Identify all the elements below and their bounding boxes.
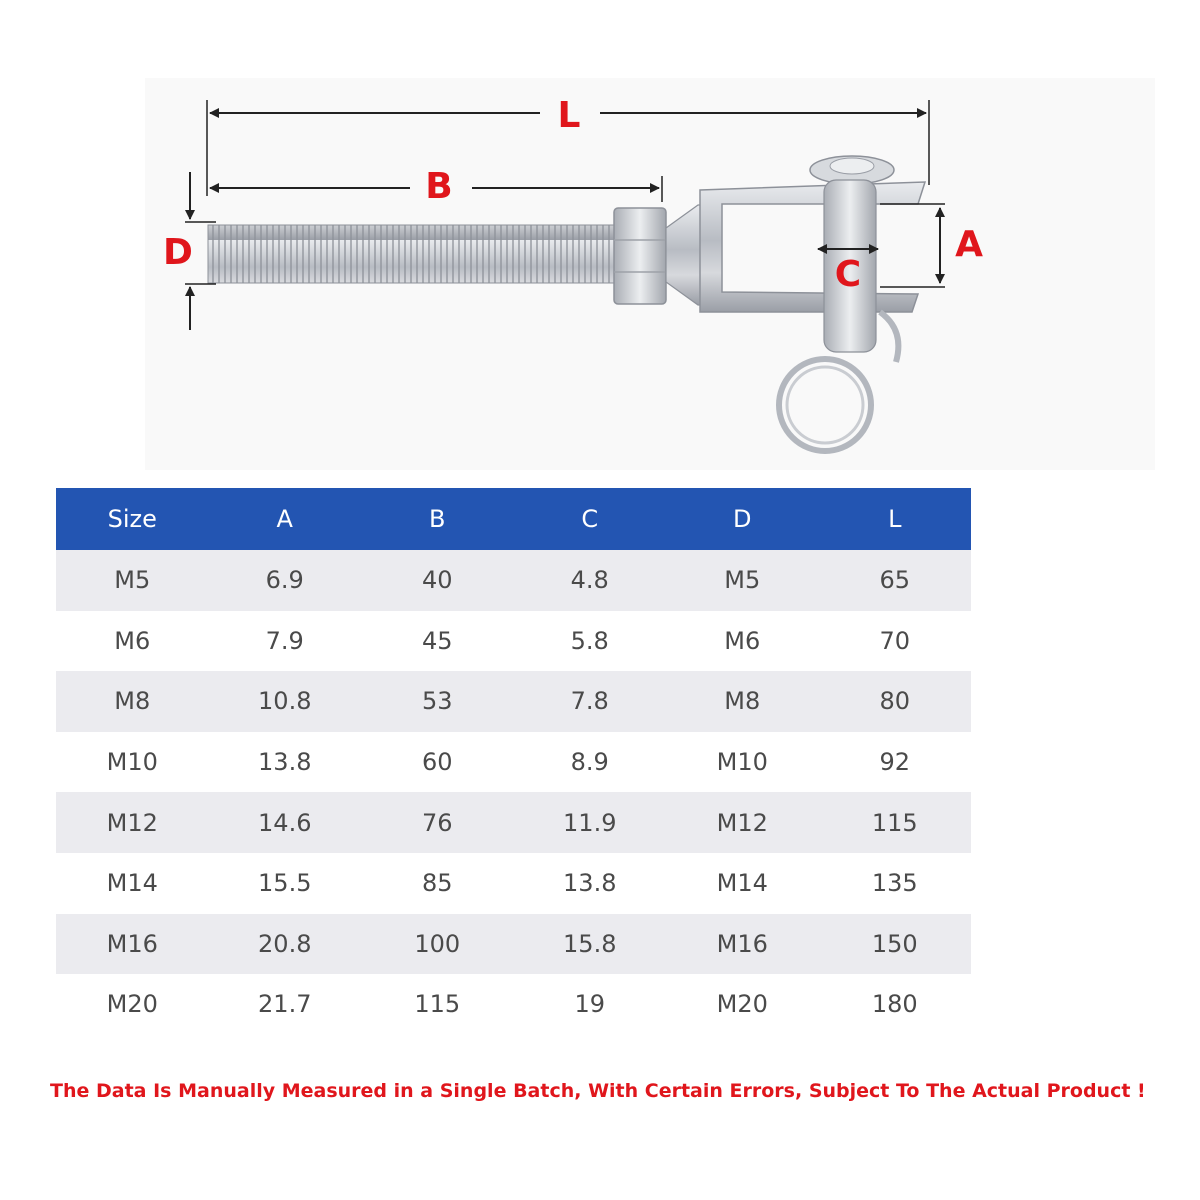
cell-l: 70 [819,611,972,672]
threaded-rod [208,225,620,283]
cell-size: M20 [56,974,209,1035]
cell-size: M5 [56,550,209,611]
cell-size: M8 [56,671,209,732]
cell-d: M10 [666,732,819,793]
header-size: Size [56,488,209,550]
cell-d: M16 [666,914,819,975]
cell-d: M14 [666,853,819,914]
split-ring [779,359,871,451]
cell-c: 13.8 [514,853,667,914]
size-spec-table [56,488,971,1035]
label-d: D [163,232,193,273]
cell-a: 14.6 [209,792,362,853]
cell-b: 60 [361,732,514,793]
cell-c: 15.8 [514,914,667,975]
cell-size: M14 [56,853,209,914]
table-row [56,732,971,793]
cell-b: 53 [361,671,514,732]
cell-size: M10 [56,732,209,793]
table-row [56,974,971,1035]
jaw-body [700,182,925,312]
label-a: A [955,224,983,265]
hex-nut [614,208,666,304]
table-row [56,550,971,611]
cell-a: 13.8 [209,732,362,793]
table-row [56,671,971,732]
cell-c: 8.9 [514,732,667,793]
header-l: L [819,488,972,550]
header-b: B [361,488,514,550]
label-c: C [834,254,862,295]
label-b: B [425,166,453,207]
cell-b: 100 [361,914,514,975]
cell-l: 80 [819,671,972,732]
cell-d: M5 [666,550,819,611]
cell-size: M16 [56,914,209,975]
cell-c: 5.8 [514,611,667,672]
cell-c: 19 [514,974,667,1035]
table-row [56,792,971,853]
cell-a: 20.8 [209,914,362,975]
cell-b: 115 [361,974,514,1035]
cell-a: 7.9 [209,611,362,672]
cell-l: 115 [819,792,972,853]
cell-d: M12 [666,792,819,853]
table-row [56,914,971,975]
cell-l: 150 [819,914,972,975]
measurement-disclaimer: The Data Is Manually Measured in a Single Batch, With Certain Errors, Subject To The Actual Product ! [50,1080,1146,1102]
cell-d: M8 [666,671,819,732]
cell-a: 21.7 [209,974,362,1035]
header-d: D [666,488,819,550]
cell-b: 40 [361,550,514,611]
cell-l: 180 [819,974,972,1035]
cell-size: M6 [56,611,209,672]
table-row [56,611,971,672]
cell-a: 10.8 [209,671,362,732]
cell-l: 135 [819,853,972,914]
cell-b: 45 [361,611,514,672]
header-a: A [209,488,362,550]
cell-l: 92 [819,732,972,793]
cell-b: 76 [361,792,514,853]
cell-a: 6.9 [209,550,362,611]
table-header-row [56,488,971,550]
cell-a: 15.5 [209,853,362,914]
cell-c: 4.8 [514,550,667,611]
cell-l: 65 [819,550,972,611]
cell-size: M12 [56,792,209,853]
cell-d: M20 [666,974,819,1035]
cell-d: M6 [666,611,819,672]
cell-c: 7.8 [514,671,667,732]
header-c: C [514,488,667,550]
label-l: L [557,95,581,136]
cell-b: 85 [361,853,514,914]
table-row [56,853,971,914]
cell-c: 11.9 [514,792,667,853]
